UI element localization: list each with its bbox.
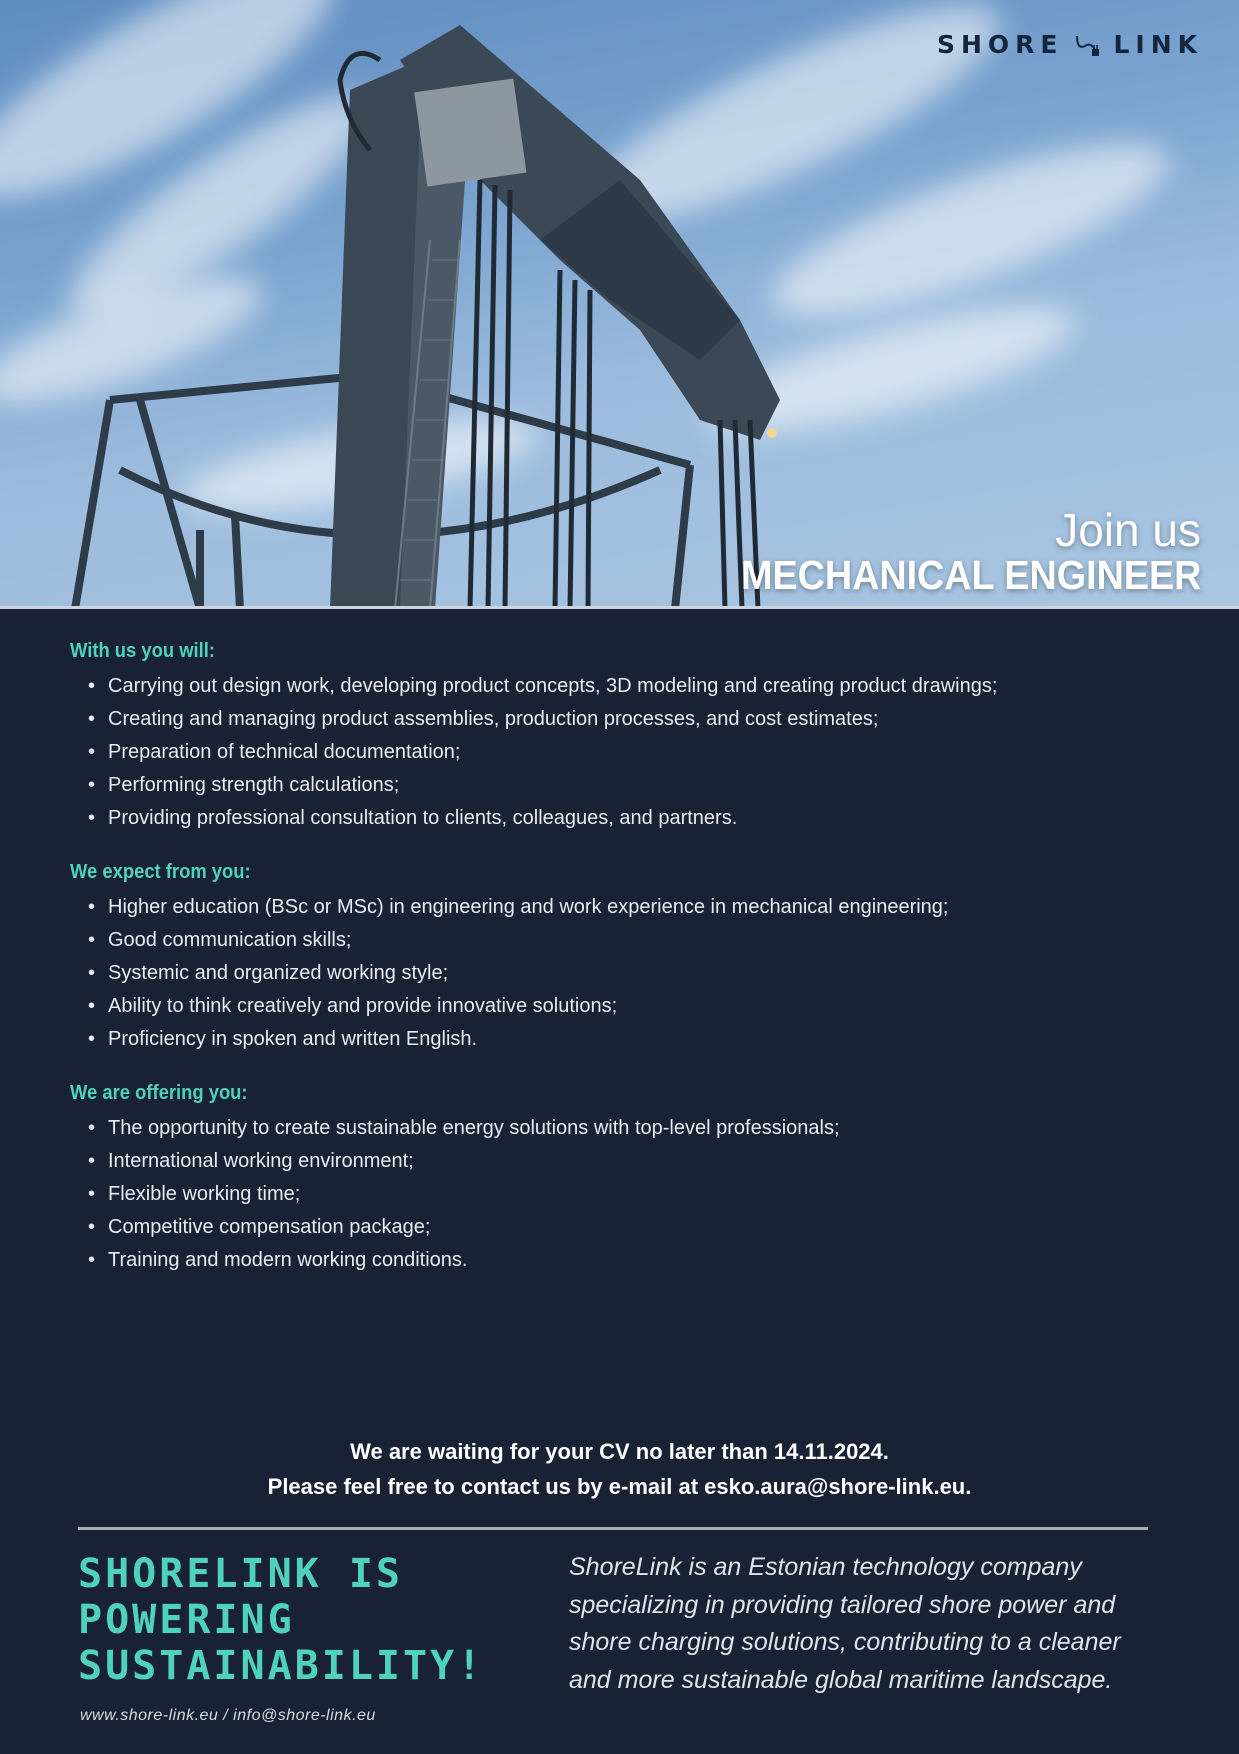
shorelink-logo <box>937 30 1203 59</box>
benefits-list <box>70 1112 1170 1277</box>
list-item: • Flexible working time; <box>88 1178 1170 1211</box>
section-responsibilities <box>70 640 1170 835</box>
hero-photo <box>0 0 1239 609</box>
company-slogan <box>78 1551 485 1689</box>
list-item: • Preparation of technical documentation; <box>88 736 1170 769</box>
list-item: • International working environment; <box>88 1145 1170 1178</box>
list-item: • Performing strength calculations; <box>88 769 1170 802</box>
list-item: • Providing professional consultation to clients, colleagues, and partners. <box>88 802 1170 835</box>
application-call-to-action <box>0 1434 1239 1504</box>
section-benefits <box>70 1082 1170 1277</box>
company-description: ShoreLink is an Estonian technology company specializing in providing tailored shore power and shore charging solutions, contributing to a cleaner and more sustainable global maritime landscape. <box>569 1553 1121 1694</box>
footer-divider <box>78 1527 1148 1530</box>
join-us-label: Join us <box>1055 504 1201 556</box>
website-and-email[interactable]: www.shore-link.eu / info@shore-link.eu <box>80 1707 376 1724</box>
requirements-list <box>70 891 1170 1056</box>
section-title: We are offering you: <box>70 1082 248 1104</box>
job-details <box>70 640 1170 1303</box>
logo-text-shore: SHORE <box>936 30 1064 59</box>
contact-email-line[interactable]: Please feel free to contact us by e-mail at esko.aura@shore-link.eu. <box>267 1474 972 1499</box>
plug-icon <box>1073 32 1103 58</box>
section-requirements <box>70 861 1170 1056</box>
slogan-line: POWERING <box>78 1597 295 1643</box>
list-item: • The opportunity to create sustainable energy solutions with top-level professionals; <box>88 1112 1170 1145</box>
cv-deadline: We are waiting for your CV no later than 14.11.2024. <box>350 1439 889 1464</box>
list-item: • Ability to think creatively and provide innovative solutions; <box>88 990 1170 1023</box>
slogan-line: SHORELINK IS <box>78 1551 403 1597</box>
position-title: MECHANICAL ENGINEER <box>740 552 1201 598</box>
list-item: • Good communication skills; <box>88 924 1170 957</box>
hero-titles <box>701 504 1201 598</box>
section-title: With us you will: <box>70 640 215 662</box>
list-item: • Creating and managing product assemblies, production processes, and cost estimates; <box>88 703 1170 736</box>
list-item: • Training and modern working conditions. <box>88 1244 1170 1277</box>
list-item: • Systemic and organized working style; <box>88 957 1170 990</box>
list-item: • Proficiency in spoken and written English. <box>88 1023 1170 1056</box>
list-item: • Carrying out design work, developing product concepts, 3D modeling and creating product drawings; <box>88 670 1170 703</box>
logo-text-link: LINK <box>1113 30 1203 59</box>
section-title: We expect from you: <box>70 861 251 883</box>
slogan-line: SUSTAINABILITY! <box>78 1643 485 1689</box>
list-item: • Higher education (BSc or MSc) in engineering and work experience in mechanical engineering; <box>88 891 1170 924</box>
list-item: • Competitive compensation package; <box>88 1211 1170 1244</box>
responsibilities-list <box>70 670 1170 835</box>
hero-divider <box>0 606 1239 609</box>
